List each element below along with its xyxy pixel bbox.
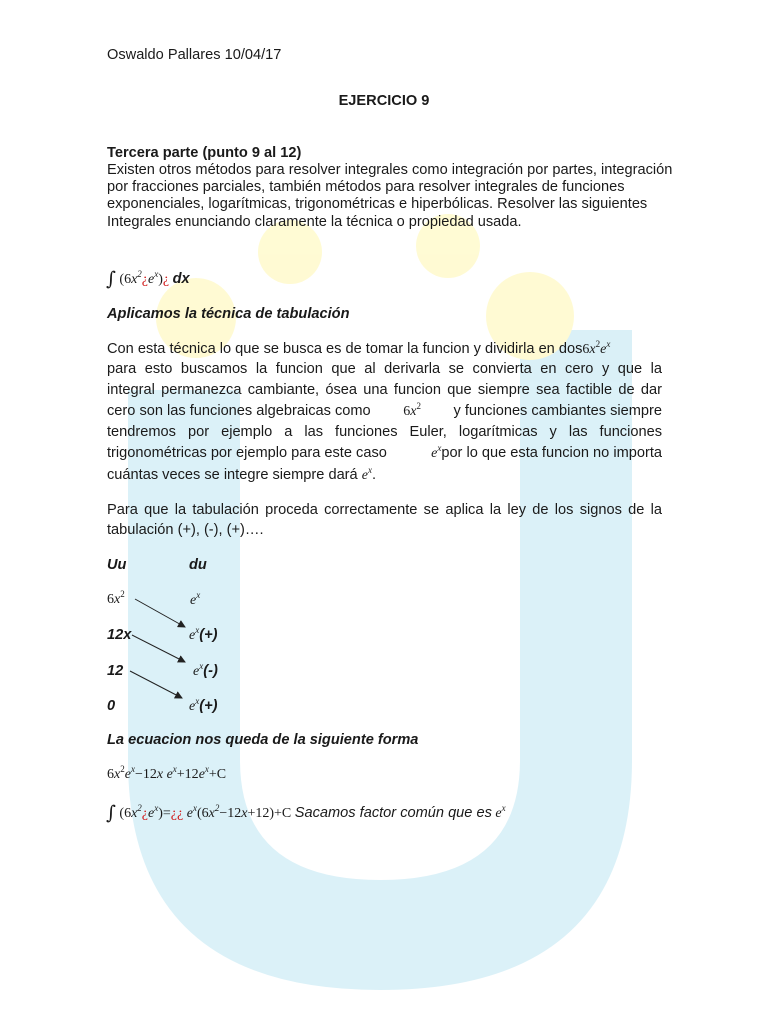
table-du-row2: $e^x(+)$ — [189, 625, 218, 643]
table-header-du: du — [189, 557, 207, 573]
arrow-2 — [132, 635, 185, 662]
arrow-3 — [130, 671, 182, 698]
final-integral-expression: ∫ $(6x^2¿e^x)=¿¿$ $e^x(6x^2-12x+12)+C$ Sacamos factor común que es $e^x$ — [106, 802, 506, 824]
exercise-title: EJERCICIO 9 — [338, 93, 430, 109]
integral-sign: ∫ — [106, 268, 116, 290]
paragraph1-line3: integral permanezca cambiante, ósea una funcion que siempre sea factible de dar — [107, 382, 662, 398]
table-u-row3: 12 — [107, 663, 124, 679]
paragraph1-line5: tendremos por ejemplo a las funciones Euler, logarítmicas y las funciones — [107, 424, 662, 440]
paragraph1-line2: para esto buscamos la funcion que al derivarla se convierta en cero y que la — [107, 361, 662, 377]
author-date-header: Oswaldo Pallares 10/04/17 — [107, 47, 282, 63]
technique-heading: Aplicamos la técnica de tabulación — [107, 306, 350, 322]
result-expression: $6x^2e^x-12x$ $e^x+12e^x+C$ — [107, 764, 227, 782]
table-u-row1: $6x^2$ — [107, 589, 125, 607]
section-title: Tercera parte (punto 9 al 12) — [107, 145, 302, 161]
paragraph1-line4: cero son las funciones algebraicas como $6x^2$ y funciones cambiantes siempre — [107, 401, 662, 419]
table-header-u: Uu — [107, 557, 127, 573]
table-du-row1: $e^x$ — [190, 590, 201, 608]
arrow-1 — [135, 599, 185, 627]
intro-line-1: Existen otros métodos para resolver integrales como integración por partes, integración — [107, 162, 673, 178]
intro-line-3: exponenciales, logarítmicas, trigonométricas e hiperbólicas. Resolver las siguientes — [107, 196, 648, 212]
table-du-row3: $e^x(-)$ — [193, 661, 218, 679]
paragraph1-line7: cuántas veces se integre siempre dará $e^x$. — [107, 465, 377, 483]
intro-line-4: Integrales enunciando claramente la técnica o propiedad usada. — [107, 214, 522, 230]
paragraph2-line2: tabulación (+), (-), (+)…. — [107, 522, 264, 538]
result-heading: La ecuacion nos queda de la siguiente forma — [107, 732, 419, 748]
table-du-row4: $e^x(+)$ — [189, 696, 218, 714]
integral-expression: ∫ $(6x^2¿e^x)¿$ dx — [106, 268, 190, 290]
intro-line-2: por fracciones parciales, también métodos para resolver integrales de funciones — [107, 179, 625, 195]
table-u-row4: 0 — [107, 698, 116, 714]
table-u-row2: 12x — [107, 627, 132, 643]
paragraph2-line1: Para que la tabulación proceda correctamente se aplica la ley de los signos de la — [107, 502, 662, 518]
paragraph1-line6: trigonométricas por ejemplo para este caso $e^xpor$ lo que esta funcion no importa — [107, 443, 662, 461]
paragraph1-line1: Con esta técnica lo que se busca es de tomar la funcion y dividirla en $dos6x^2e^x$ — [107, 339, 611, 357]
